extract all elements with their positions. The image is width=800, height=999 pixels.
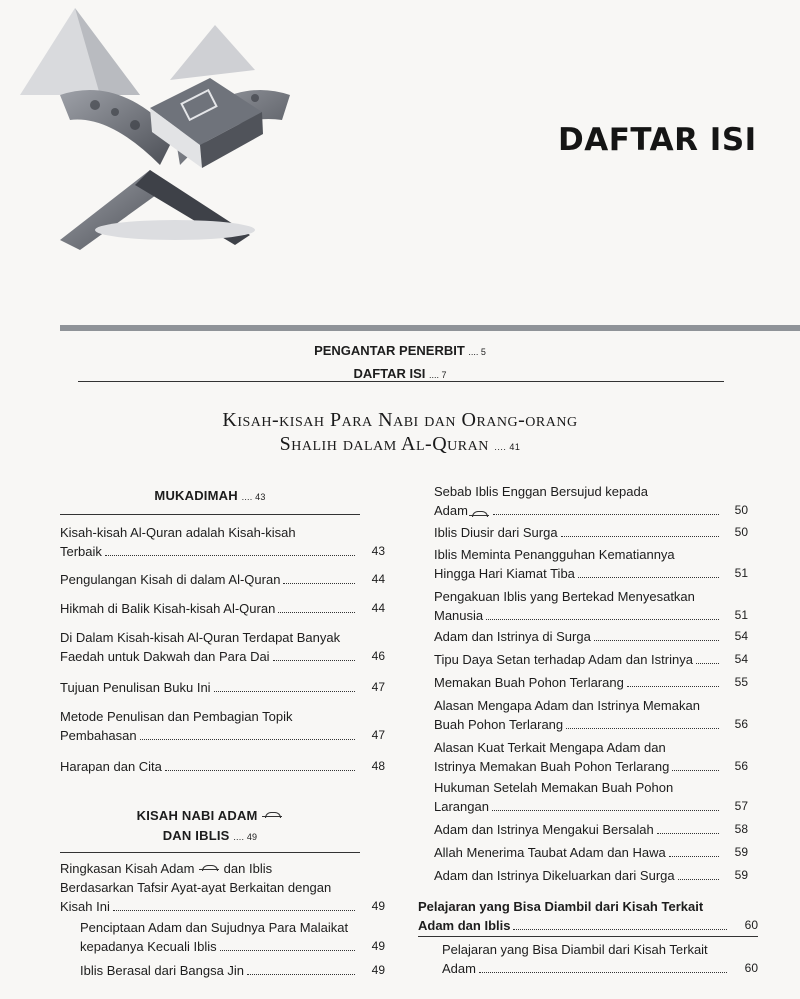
toc-entry[interactable]: Metode Penulisan dan Pembagian Topik Pembahasan 47	[60, 709, 385, 743]
toc-entry[interactable]: Iblis Berasal dari Bangsa Jin 49	[80, 963, 385, 978]
toc-entry[interactable]: Hukuman Setelah Memakan Buah Pohon Larangan 57	[434, 780, 748, 814]
chapter-heading-mukadimah: MUKADIMAH .... 43	[154, 488, 266, 503]
toc-entry[interactable]: Sebab Iblis Enggan Bersujud kepada Adam 50	[434, 484, 748, 518]
salawat-ligature-icon	[198, 865, 220, 874]
toc-entry[interactable]: Iblis Diusir dari Surga 50	[434, 525, 748, 540]
toc-entry-heading[interactable]: Pelajaran yang Bisa Diambil dari Kisah Terkait Adam dan Iblis 60	[418, 899, 758, 933]
toc-entry[interactable]: Pengakuan Iblis yang Bertekad Menyesatkan Manusia 51	[434, 589, 748, 623]
divider	[60, 852, 360, 853]
toc-entry[interactable]: Adam dan Istrinya di Surga 54	[434, 629, 748, 644]
chapter-heading-adam: KISAH NABI ADAM DAN IBLIS .... 49	[60, 806, 360, 847]
toc-entry[interactable]: Memakan Buah Pohon Terlarang 55	[434, 675, 748, 690]
toc-entry[interactable]: Adam dan Istrinya Dikeluarkan dari Surga 59	[434, 868, 748, 883]
toc-entry[interactable]: Ringkasan Kisah Adam dan Iblis Berdasarkan Tafsir Ayat-ayat Berkaitan dengan Kisah Ini 49	[60, 861, 385, 914]
salawat-ligature-icon	[468, 511, 490, 520]
toc-entry[interactable]: Allah Menerima Taubat Adam dan Hawa 59	[434, 845, 748, 860]
divider	[60, 514, 360, 515]
toc-entry[interactable]: Kisah-kisah Al-Quran adalah Kisah-kisah Terbaik 43	[60, 525, 385, 559]
toc-entry[interactable]: Adam dan Istrinya Mengakui Bersalah 58	[434, 822, 748, 837]
toc-entry[interactable]: Alasan Mengapa Adam dan Istrinya Memakan Buah Pohon Terlarang 56	[434, 698, 748, 732]
toc-entry[interactable]: Di Dalam Kisah-kisah Al-Quran Terdapat Banyak Faedah untuk Dakwah dan Para Dai 46	[60, 630, 385, 664]
toc-entry[interactable]: Hikmah di Balik Kisah-kisah Al-Quran 44	[60, 601, 385, 616]
salawat-ligature-icon	[261, 812, 283, 821]
toc-entry[interactable]: Penciptaan Adam dan Sujudnya Para Malaikat kepadanya Kecuali Iblis 49	[80, 920, 385, 954]
toc-entry[interactable]: Iblis Meminta Penangguhan Kematiannya Hingga Hari Kiamat Tiba 51	[434, 547, 748, 581]
header-divider	[60, 325, 800, 331]
front-matter-entry: PENGANTAR PENERBIT .... 5	[314, 343, 486, 358]
divider	[78, 381, 724, 382]
page-title: DAFTAR ISI	[558, 122, 757, 158]
section-title: Kisah-kisah Para Nabi dan Orang-orang Shalih dalam Al-Quran .... 41	[222, 409, 578, 455]
quran-stand-illustration	[0, 0, 320, 270]
toc-entry[interactable]: Tipu Daya Setan terhadap Adam dan Istrinya 54	[434, 652, 748, 667]
toc-entry[interactable]: Alasan Kuat Terkait Mengapa Adam dan Istrinya Memakan Buah Pohon Terlarang 56	[434, 740, 748, 774]
toc-entry[interactable]: Tujuan Penulisan Buku Ini 47	[60, 680, 385, 695]
toc-entry[interactable]: Pengulangan Kisah di dalam Al-Quran 44	[60, 572, 385, 587]
toc-entry[interactable]: Harapan dan Cita 48	[60, 759, 385, 774]
divider	[418, 936, 758, 937]
toc-entry[interactable]: Pelajaran yang Bisa Diambil dari Kisah Terkait Adam 60	[442, 942, 758, 976]
front-matter-entry: DAFTAR ISI .... 7	[353, 366, 447, 381]
